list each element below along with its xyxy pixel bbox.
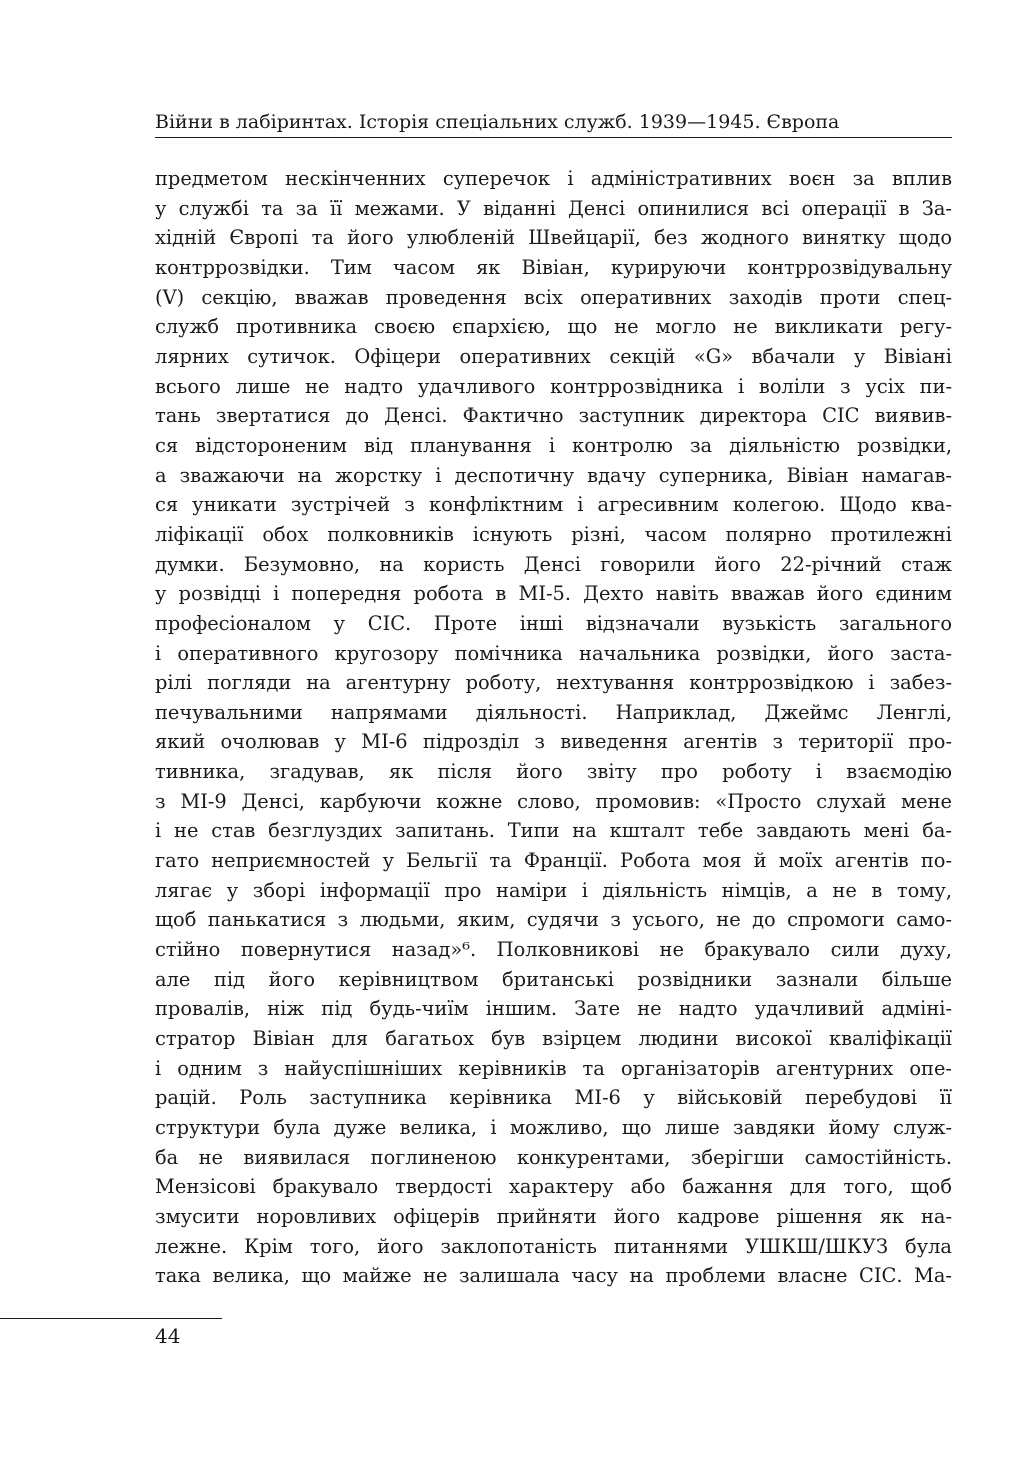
text-line: стратор Вівіан для багатьох був взірцем людини високої кваліфікації	[155, 1027, 952, 1051]
text-line: рілі погляди на агентурну роботу, нехтування контррозвідкою і забез-	[155, 671, 952, 695]
text-line: служб противника своєю єпархією, що не могло не викликати регу-	[155, 315, 952, 339]
text-line: ся уникати зустрічей з конфліктним і агресивним колегою. Щодо ква-	[155, 493, 952, 517]
body-text	[155, 164, 952, 1291]
text-line: але під його керівництвом британські розвідники зазнали більше	[155, 967, 952, 991]
text-line: всього лише не надто удачливого контррозвідника і воліли з усіх пи-	[155, 374, 952, 398]
footer-rule	[0, 1318, 222, 1319]
text-line: рацій. Роль заступника керівника МІ-6 у військовій перебудові її	[155, 1086, 952, 1110]
text-line: який очолював у МІ-6 підрозділ з виведення агентів з території про-	[155, 730, 952, 754]
text-line: лежне. Крім того, його заклопотаність питаннями УШКШ/ШКУЗ була	[155, 1234, 952, 1258]
page-number: 44	[155, 1324, 181, 1348]
text-line: ся відстороненим від планування і контролю за діяльністю розвідки,	[155, 433, 952, 457]
text-line: і не став безглуздих запитань. Типи на кшталт тебе завдають мені ба-	[155, 819, 952, 843]
text-line: щоб панькатися з людьми, яким, судячи з усього, не до спромоги само-	[155, 908, 952, 932]
text-line: і одним з найуспішніших керівників та організаторів агентурних опе-	[155, 1056, 952, 1080]
text-line: лягає у зборі інформації про наміри і діяльність німців, а не в тому,	[155, 878, 952, 902]
text-line: тань звертатися до Денсі. Фактично заступник директора СІС виявив-	[155, 404, 952, 428]
text-line: думки. Безумовно, на користь Денсі говорили його 22-річний стаж	[155, 552, 952, 576]
text-line: така велика, що майже не залишала часу на проблеми власне СІС. Ма-	[155, 1264, 952, 1288]
text-line: змусити норовливих офіцерів прийняти його кадрове рішення як на-	[155, 1204, 952, 1228]
text-line: стійно повернутися назад»⁶. Полковникові не бракувало сили духу,	[155, 938, 952, 962]
text-line: лярних сутичок. Офіцери оперативних секцій «G» вбачали у Вівіані	[155, 344, 952, 368]
text-line: гато неприємностей у Бельгії та Франції. Робота моя й моїх агентів по-	[155, 849, 952, 873]
header-rule	[155, 137, 952, 138]
text-line: Мензісові бракувало твердості характеру або бажання для того, щоб	[155, 1175, 952, 1199]
text-line: тивника, згадував, як після його звіту про роботу і взаємодію	[155, 760, 952, 784]
text-line: контррозвідки. Тим часом як Вівіан, курируючи контррозвідувальну	[155, 255, 952, 279]
text-line: структури була дуже велика, і можливо, що лише завдяки йому служ-	[155, 1116, 952, 1139]
text-line: печувальними напрямами діяльності. Наприклад, Джеймс Ленглі,	[155, 700, 952, 724]
text-line: предметом нескінченних суперечок і адміністративних воєн за вплив	[155, 167, 952, 190]
text-line: хідній Європі та його улюбленій Швейцарії, без жодного винятку щодо	[155, 226, 952, 250]
running-header: Війни в лабіринтах. Історія спеціальних служб. 1939—1945. Європа	[155, 111, 840, 133]
text-line: професіоналом у СІС. Проте інші відзначали вузькість загального	[155, 611, 952, 635]
text-line: провалів, ніж під будь-чиїм іншим. Зате не надто удачливий адміні-	[155, 997, 952, 1021]
text-line: (V) секцію, вважав проведення всіх оперативних заходів проти спец-	[155, 285, 952, 309]
text-line: а зважаючи на жорстку і деспотичну вдачу суперника, Вівіан намагав-	[155, 463, 952, 487]
text-line: і оперативного кругозору помічника начальника розвідки, його заста-	[155, 641, 952, 665]
text-line: ліфікації обох полковників існують різні, часом полярно протилежні	[155, 522, 952, 546]
text-line: з МІ-9 Денсі, карбуючи кожне слово, промовив: «Просто слухай мене	[155, 789, 952, 813]
text-line: ба не виявилася поглиненою конкурентами, зберігши самостійність.	[155, 1145, 952, 1169]
text-line: у розвідці і попередня робота в МІ-5. Дехто навіть вважав його єдиним	[155, 582, 952, 606]
text-line: у службі та за її межами. У віданні Денсі опинилися всі операції в За-	[155, 196, 952, 220]
